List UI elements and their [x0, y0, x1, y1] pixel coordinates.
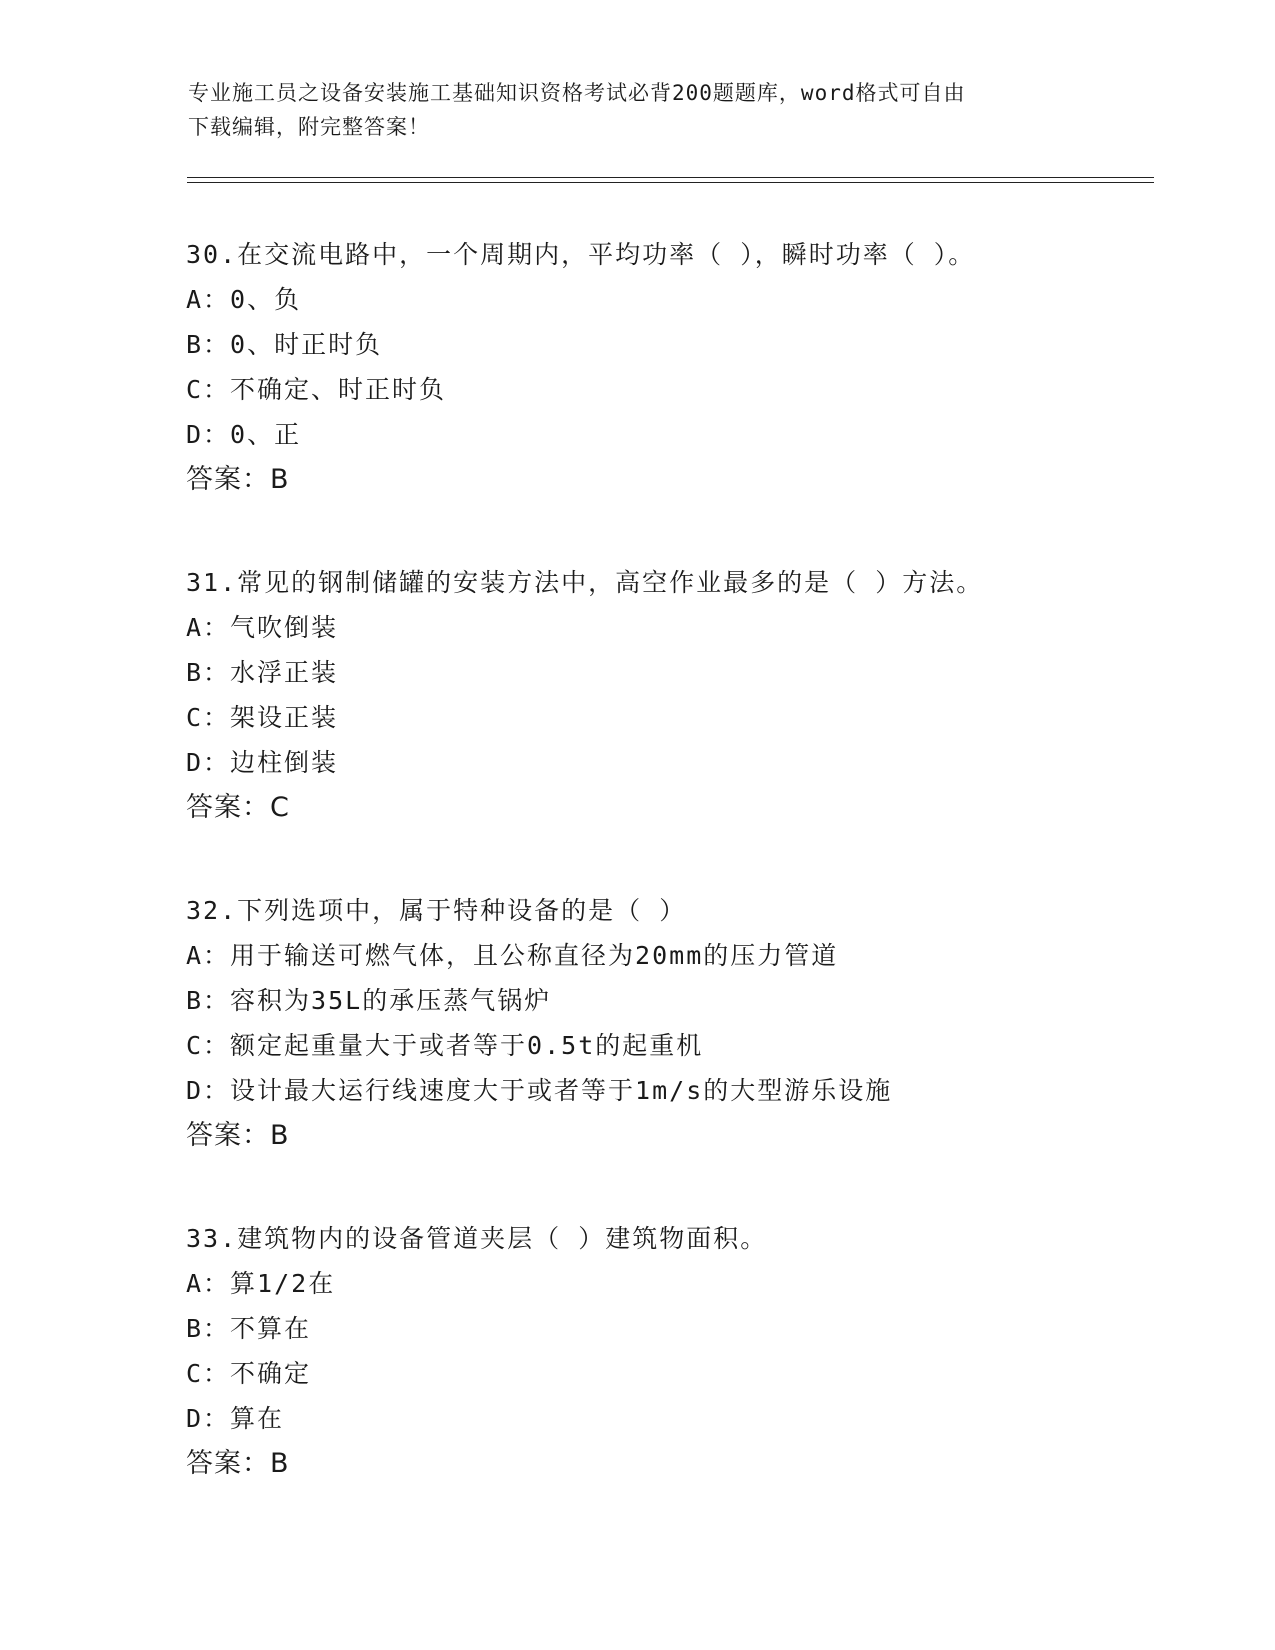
question-stem: 30.在交流电路中，一个周期内，平均功率（ ），瞬时功率（ ）。: [186, 240, 976, 269]
question-31: [186, 560, 1166, 830]
answer-line: 答案：C: [186, 792, 290, 823]
question-stem: 33.建筑物内的设备管道夹层（ ）建筑物面积。: [186, 1224, 768, 1253]
answer-line: 答案：B: [186, 1448, 290, 1479]
answer-line: 答案：B: [186, 464, 290, 495]
question-30: [186, 232, 1166, 502]
document-header: [188, 76, 1068, 144]
header-divider-top: [187, 177, 1154, 178]
option-c: C：不确定、时正时负: [186, 375, 447, 404]
header-divider-bottom: [187, 182, 1154, 183]
option-c: C：架设正装: [186, 703, 339, 732]
option-d: D：算在: [186, 1404, 285, 1433]
question-stem: 31.常见的钢制储罐的安装方法中，高空作业最多的是（ ）方法。: [186, 568, 984, 597]
option-d: D：边柱倒装: [186, 748, 339, 777]
option-d: D：0、正: [186, 420, 302, 449]
option-b: B：水浮正装: [186, 658, 339, 687]
option-b: B：不算在: [186, 1314, 312, 1343]
option-a: A：用于输送可燃气体，且公称直径为20mm的压力管道: [186, 941, 839, 970]
option-a: A：气吹倒装: [186, 613, 339, 642]
question-32: [186, 888, 1166, 1158]
option-b: B：容积为35L的承压蒸气锅炉: [186, 986, 552, 1015]
option-a: A：算1/2在: [186, 1269, 336, 1298]
question-stem: 32.下列选项中，属于特种设备的是（ ）: [186, 896, 687, 925]
option-c: C：不确定: [186, 1359, 312, 1388]
option-d: D：设计最大运行线速度大于或者等于1m/s的大型游乐设施: [186, 1076, 893, 1105]
question-list: [186, 232, 1166, 1544]
header-line-2: 下载编辑，附完整答案！: [188, 115, 430, 139]
option-a: A：0、负: [186, 285, 302, 314]
header-line-1: 专业施工员之设备安装施工基础知识资格考试必背200题题库，word格式可自由: [188, 81, 966, 105]
option-c: C：额定起重量大于或者等于0.5t的起重机: [186, 1031, 704, 1060]
answer-line: 答案：B: [186, 1120, 290, 1151]
option-b: B：0、时正时负: [186, 330, 383, 359]
question-33: [186, 1216, 1166, 1486]
